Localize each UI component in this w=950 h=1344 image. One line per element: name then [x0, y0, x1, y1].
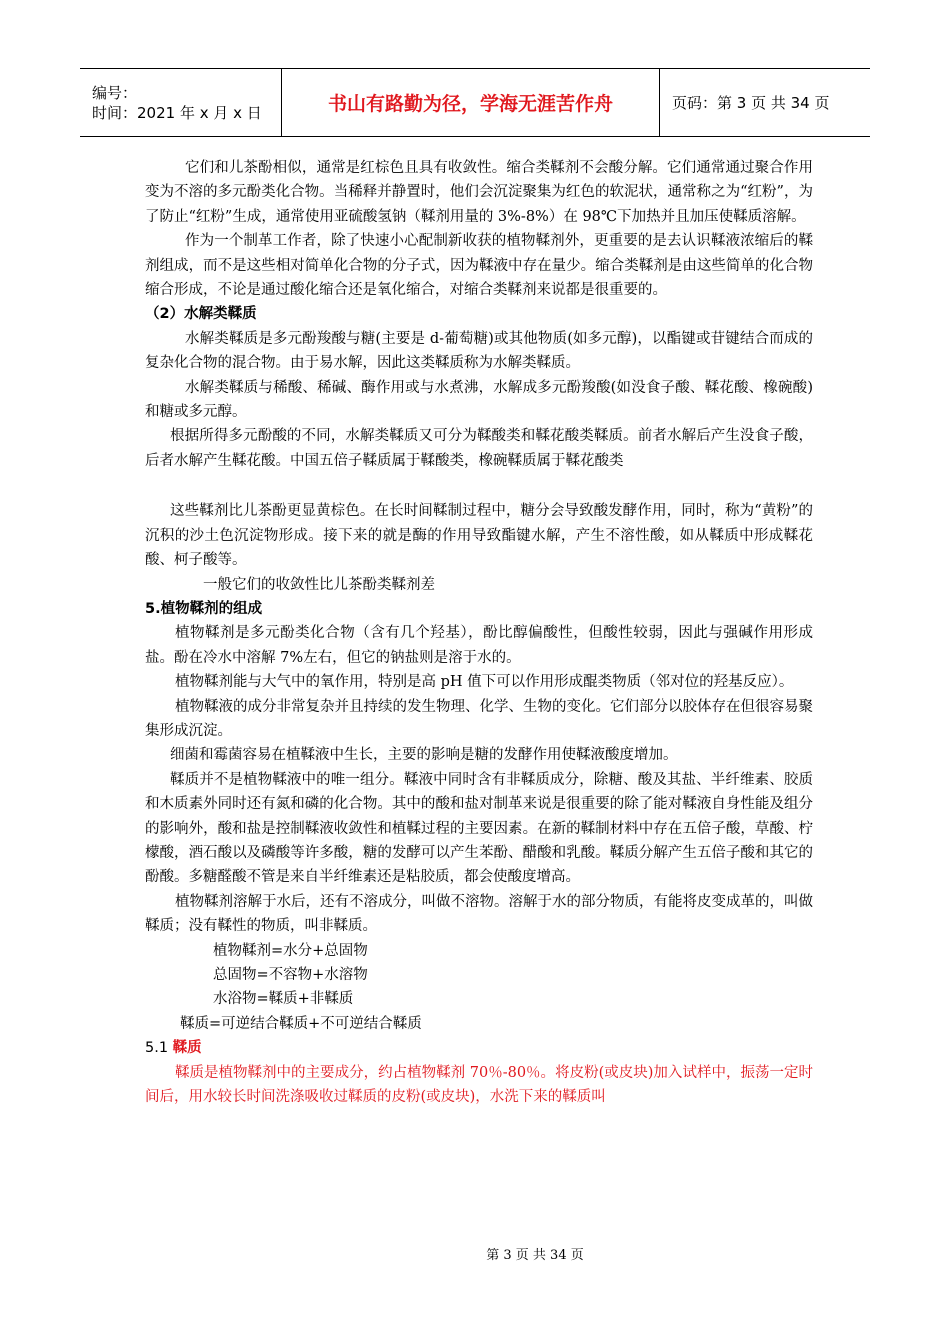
section-number: 5.1	[145, 1040, 173, 1057]
document-body	[145, 156, 813, 1109]
paragraph: 一般它们的收敛性比儿茶酚类鞣剂差	[203, 576, 435, 593]
section-title: 鞣质	[172, 1040, 202, 1057]
paragraph: 这些鞣剂比儿茶酚更显黄棕色。在长时间鞣制过程中，糖分会导致酸发酵作用，同时，称为“黄粉”的沉积的沙土色沉淀物形成。接下来的就是酶的作用导致酯键水解，产生不溶性酸，如从鞣质中形成鞣花酸、柯子酸等。	[145, 503, 813, 569]
header-page-label: 页码：第 3 页 共 34 页	[672, 94, 830, 112]
paragraph: 水解类鞣质是多元酚羧酸与糖(主要是 d-葡萄糖)或其他物质(如多元醇)，以酯键或苷键结合而成的复杂化合物的混合物。由于易水解，因此这类鞣质称为水解类鞣质。	[145, 330, 813, 372]
paragraph: 植物鞣剂能与大气中的氧作用，特别是高 pH 值下可以作用形成醌类物质（邻对位的羟基反应）。	[175, 674, 794, 691]
paragraph: 水解类鞣质与稀酸、稀碱、酶作用或与水煮沸，水解成多元酚羧酸(如没食子酸、鞣花酸、橡碗酸)和糖或多元醇。	[145, 379, 813, 421]
paragraph-highlighted: 鞣质是植物鞣剂中的主要成分，约占植物鞣剂 70％-80％。将皮粉(或皮块)加入试样中，振荡一定时间后，用水较长时间洗涤吸收过鞣质的皮粉(或皮块)，水洗下来的鞣质叫	[145, 1064, 813, 1106]
date-label: 时间：2021 年 x 月 x 日	[92, 103, 262, 122]
page-footer	[0, 1244, 950, 1263]
subheading-hydrolysable-tannin: （2）水解类鞣质	[145, 306, 257, 323]
page-header	[80, 68, 870, 137]
formula-line: 总固物=不容物+水溶物	[213, 967, 368, 983]
paragraph: 植物鞣剂是多元酚类化合物（含有几个羟基），酚比醇偏酸性，但酸性较弱，因此与强碱作用形成盐。酚在冷水中溶解 7%左右，但它的钠盐则是溶于水的。	[145, 625, 813, 666]
header-meta	[80, 69, 282, 136]
header-motto: 书山有路勤为径，学海无涯苦作舟	[282, 69, 660, 136]
formula-line: 鞣质=可逆结合鞣质+不可逆结合鞣质	[180, 1015, 422, 1032]
paragraph: 根据所得多元酚酸的不同，水解类鞣质又可分为鞣酸类和鞣花酸类鞣质。前者水解后产生没食子酸，后者水解产生鞣花酸。中国五倍子鞣质属于鞣酸类，橡碗鞣质属于鞣花酸类	[145, 428, 813, 469]
serial-label: 编号：	[92, 83, 138, 102]
section-heading-5-1	[145, 1036, 813, 1060]
paragraph: 鞣质并不是植物鞣液中的唯一组分。鞣液中同时含有非鞣质成分，除糖、酸及其盐、半纤维素、胶质和木质素外同时还有氮和磷的化合物。其中的酸和盐对制革来说是很重要的除了能对鞣液自身性能及组分的影响外，酸和盐是控制鞣液收敛性和植鞣过程的主要因素。在新的鞣制材料中存在五倍子酸，草酸、柠檬酸，酒石酸以及磷酸等许多酸，糖的发酵可以产生苯酚、醋酸和乳酸。鞣质分解产生五倍子酸和其它的酚酸。多糖醛酸不管是来自半纤维素还是粘胶质，都会使酸度增高。	[145, 771, 813, 886]
paragraph: 植物鞣剂溶解于水后，还有不溶成分，叫做不溶物。溶解于水的部分物质，有能将皮变成革的，叫做鞣质；没有鞣性的物质，叫非鞣质。	[145, 893, 813, 935]
formula-line: 水浴物=鞣质+非鞣质	[213, 991, 354, 1008]
paragraph: 作为一个制革工作者，除了快速小心配制新收获的植物鞣剂外，更重要的是去认识鞣液浓缩后的鞣剂组成，而不是这些相对简单化合物的分子式，因为鞣液中存在量少。缩合类鞣剂是由这些简单的化合物缩合形成，不论是通过酸化缩合还是氧化缩合，对缩合类鞣剂来说都是很重要的。	[145, 233, 813, 299]
paragraph: 它们和儿茶酚相似，通常是红棕色且具有收敛性。缩合类鞣剂不会酸分解。它们通常通过聚合作用变为不溶的多元酚类化合物。当稀释并静置时，他们会沉淀聚集为红色的软泥状，通常称之为“红粉”，为了防止“红粉”生成，通常使用亚硫酸氢钠（鞣剂用量的 3%-8%）在 98℃下加热并且加压使鞣质溶解。	[145, 160, 813, 225]
paragraph: 细菌和霉菌容易在植鞣液中生长，主要的影响是糖的发酵作用使鞣液酸度增加。	[170, 747, 678, 764]
spacer	[145, 473, 813, 499]
paragraph: 植物鞣液的成分非常复杂并且持续的发生物理、化学、生物的变化。它们部分以胶体存在但很容易聚集形成沉淀。	[145, 698, 813, 739]
section-heading-5: 5.植物鞣剂的组成	[145, 600, 263, 617]
formula-line: 植物鞣剂=水分+总固物	[213, 942, 368, 959]
footer-page-number: 第 3 页 共 34 页	[486, 1248, 584, 1263]
